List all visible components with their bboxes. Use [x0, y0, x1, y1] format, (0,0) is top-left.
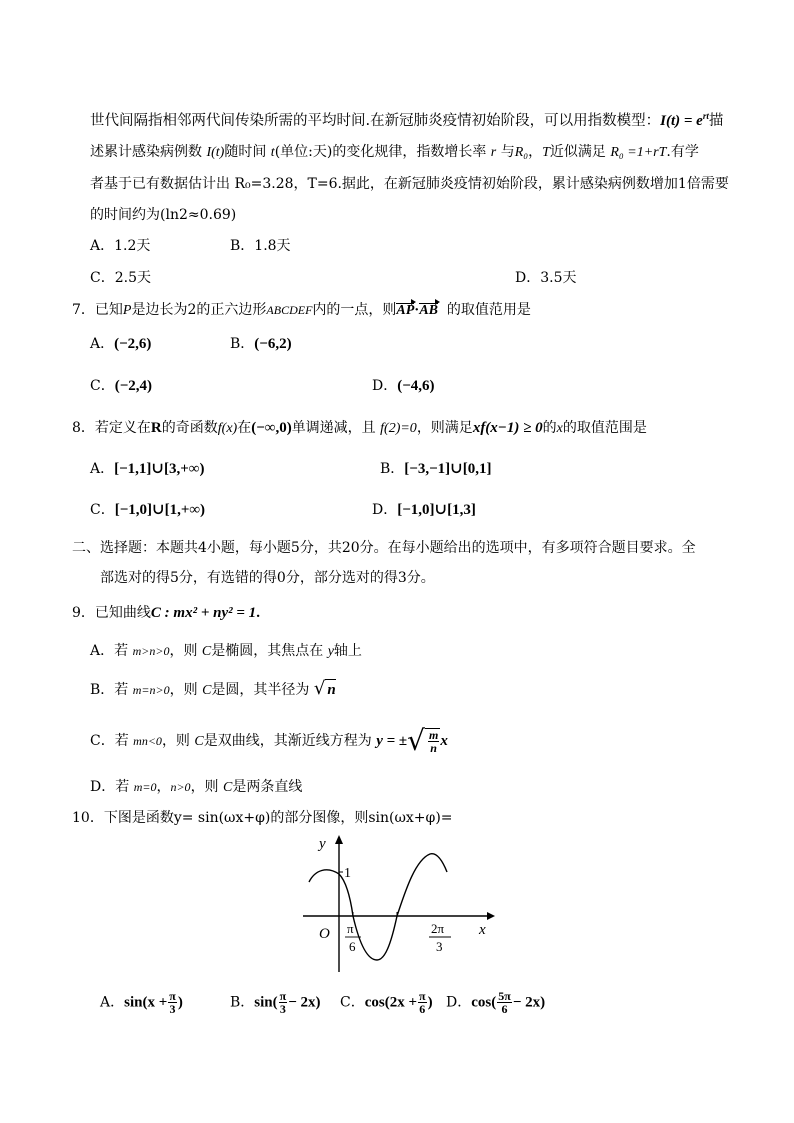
section2-line2: 部选对的得5分，有选错的得0分，部分选对的得3分。 — [100, 570, 435, 586]
three-label: 3 — [436, 939, 443, 954]
q7-option-c[interactable]: C．(−2,4) — [90, 378, 153, 394]
exp-model: $I(t) = e^{rt}$ — [660, 111, 709, 129]
q9-option-b[interactable]: B．若 m=n>0，则 C是圆，其半径为 √ n — [90, 678, 336, 699]
q8-option-d[interactable]: D．[−1,0]∪[1,3] — [372, 502, 476, 518]
q7-option-b[interactable]: B．(−6,2) — [230, 336, 292, 352]
pi-label: π — [347, 921, 354, 936]
q7-stem: 7．已知P是边长为2的正六边形ABCDEF内的一点，则AP·AB 的取值范用是 — [72, 302, 531, 318]
sqrt-sign: √ — [313, 678, 326, 699]
q7-option-d[interactable]: D．(−4,6) — [372, 378, 435, 394]
y-label: y — [319, 836, 326, 852]
sine-graph — [295, 832, 495, 977]
q9-option-a[interactable]: A．若 m>n>0，则 C是椭圆，其焦点在 y轴上 — [90, 643, 362, 659]
y-axis-arrow — [335, 835, 343, 844]
section2-line1: 二、选择题：本题共4小题，每小题5分，共20分。在每小题给出的选项中，有多项符合题目要求。全 — [72, 540, 696, 556]
sqrt-sign: √ — [407, 724, 425, 757]
q10-option-a[interactable]: A．sin(x + $\frac{\pi}{3}$ ) — [100, 989, 183, 1016]
q9-option-d[interactable]: D．若 m=0，n>0，则 C是两条直线 — [90, 779, 303, 795]
q6-line4: 的时间约为(ln2≈0.69) — [90, 207, 237, 223]
q9-stem: 9．已知曲线C : mx² + ny² = 1. — [72, 605, 260, 621]
q8-stem: 8．若定义在R的奇函数f(x)在(−∞,0)单调递减，且 f(2)=0，则满足xf(x−1) ≥ 0的x的取值范围是 — [72, 420, 647, 436]
vector-ab: AB — [419, 303, 438, 318]
q6-option-a[interactable]: A．1.2天 — [90, 238, 151, 254]
q6-option-c[interactable]: C．2.5天 — [90, 270, 151, 286]
q7-option-a[interactable]: A．(−2,6) — [90, 336, 152, 352]
sine-curve — [309, 854, 447, 960]
q6-line1: 世代间隔指相邻两代间传染所需的平均时间.在新冠肺炎疫情初始阶段，可以用指数模型：$I(t) = e^{rt}$描 — [90, 111, 724, 129]
q8-option-a[interactable]: A．[−1,1]∪[3,+∞) — [90, 461, 205, 477]
q6-option-b[interactable]: B．1.8天 — [230, 238, 291, 254]
vector-ap: AP — [396, 303, 415, 318]
q10-stem: 10．下图是函数y= sin(ωx+φ)的部分图像，则sin(ωx+φ)= — [72, 810, 453, 826]
six-label: 6 — [349, 939, 356, 954]
one-label: 1 — [344, 866, 351, 881]
q6-line2: 述累计感染病例数 I(t)随时间 t(单位:天)的变化规律，指数增长率 r 与R₀，T近似满足 R₀ =1+rT.有学 — [90, 144, 699, 160]
x-label: x — [479, 922, 486, 938]
q8-option-b[interactable]: B．[−3,−1]∪[0,1] — [380, 461, 492, 477]
origin-label: O — [319, 926, 330, 942]
q10-option-c[interactable]: C．cos(2x + $\frac{\pi}{6}$ ) — [340, 989, 433, 1016]
two-pi-label: 2π — [431, 921, 445, 936]
q10-option-b[interactable]: B．sin( $\frac{\pi}{3}$ − 2x) — [230, 989, 321, 1016]
q6-option-d[interactable]: D．3.5天 — [515, 270, 577, 286]
q8-option-c[interactable]: C．[−1,0]∪[1,+∞) — [90, 502, 206, 518]
q9-option-c[interactable]: C．若 mn<0，则 C是双曲线，其渐近线方程为 y = ±√ $\frac{m}{n}$ x — [90, 724, 448, 757]
q6-line3: 者基于已有数据估计出 R₀=3.28，T=6.据此，在新冠肺炎疫情初始阶段，累计感染病例数增加1倍需要 — [90, 176, 729, 192]
x-axis-arrow — [487, 912, 495, 920]
q10-option-d[interactable]: D．cos( $\frac{5\pi}{6}$ − 2x) — [446, 989, 546, 1016]
